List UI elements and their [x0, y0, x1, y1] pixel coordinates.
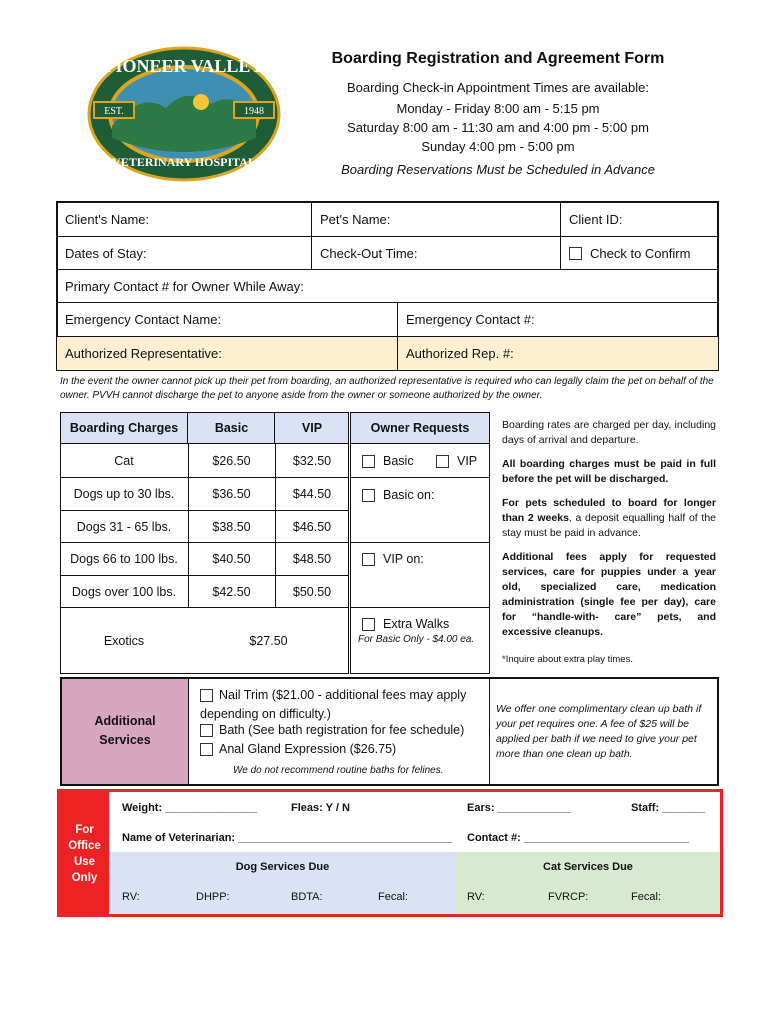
form-title: Boarding Registration and Agreement Form: [331, 50, 665, 67]
logo-year: 1948: [244, 106, 264, 117]
bath-fee-note: We offer one complimentary clean up bath if your pet requires one. A fee of $25 will be applied per bath if we need to give your pet more than one clean up bath.: [496, 703, 702, 760]
request-basic-on[interactable]: [362, 488, 434, 502]
header-owner-requests: Owner Requests: [370, 421, 470, 435]
office-label-only: Only: [71, 872, 98, 884]
contact-field[interactable]: Contact #: ___________________________: [467, 832, 690, 844]
dog-dhpp[interactable]: DHPP:: [196, 891, 230, 903]
request-basic-label: Basic: [383, 454, 414, 468]
dates-of-stay-field[interactable]: Dates of Stay:: [65, 245, 147, 261]
row-dogs-30-basic: $36.50: [212, 487, 251, 501]
client-name-field[interactable]: Client's Name:: [65, 212, 150, 227]
request-vip-label: VIP: [457, 454, 478, 468]
additional-label-2: Services: [99, 733, 151, 747]
cat-fvrcp[interactable]: FVRCP:: [548, 891, 589, 903]
check-to-confirm[interactable]: [561, 237, 716, 269]
request-vip-checkbox[interactable]: [436, 455, 449, 468]
deposit-bold: For pets scheduled to board for longer than 2 weeks: [502, 497, 716, 524]
dog-services-due: Dog Services Due: [235, 861, 330, 873]
request-extra-walks[interactable]: [362, 617, 449, 631]
confirm-checkbox[interactable]: [569, 247, 582, 260]
anal-gland-checkbox[interactable]: [200, 743, 213, 756]
extra-walks-note: For Basic Only - $4.00 ea.: [358, 634, 475, 645]
service-anal-gland[interactable]: [200, 742, 485, 756]
auth-rep-field[interactable]: Authorized Representative:: [65, 346, 222, 361]
extra-walks-checkbox[interactable]: [362, 618, 375, 631]
cat-services-due: Cat Services Due: [543, 861, 633, 873]
cat-fecal[interactable]: Fecal:: [631, 891, 661, 903]
bath-label: Bath (See bath registration for fee schedule): [219, 723, 465, 737]
pet-name-field[interactable]: Pet's Name:: [320, 212, 391, 227]
service-nail-trim[interactable]: [200, 686, 485, 724]
row-exotics-label: Exotics: [103, 633, 145, 648]
checkin-subtitle: Boarding Check-in Appointment Times are available:: [346, 80, 650, 95]
nail-trim-label: Nail Trim ($21.00 - additional fees may apply depending on difficulty.): [200, 688, 467, 721]
row-dogs-100-label: Dogs 66 to 100 lbs.: [70, 552, 178, 566]
extra-walks-label: Extra Walks: [383, 617, 450, 631]
row-dogs-over-label: Dogs over 100 lbs.: [71, 584, 177, 599]
side-note-play: *Inquire about extra play times.: [502, 654, 633, 665]
side-note-fees: Additional fees apply for requested services, care for puppies under a year old, specialized care, medication administration (single fee per day), care for “handle-with- care” pets, and excessive cleanups.: [502, 551, 716, 638]
logo-top-text: PIONEER VALLEY: [104, 56, 264, 76]
weight-field[interactable]: Weight: _______________: [122, 802, 257, 814]
emergency-number-field[interactable]: Emergency Contact #:: [406, 312, 535, 327]
hours-saturday: Saturday 8:00 am - 11:30 am and 4:00 pm - 5:00 pm: [347, 120, 649, 135]
primary-contact-field[interactable]: Primary Contact # for Owner While Away:: [65, 278, 304, 294]
feline-bath-note: We do not recommend routine baths for felines.: [233, 765, 444, 776]
basic-on-checkbox[interactable]: [362, 489, 375, 502]
row-exotics-price: $27.50: [249, 633, 288, 648]
request-vip-on[interactable]: [362, 552, 424, 566]
vip-on-checkbox[interactable]: [362, 553, 375, 566]
request-vip[interactable]: [436, 454, 477, 468]
office-label-office: Office: [68, 840, 101, 852]
row-dogs-65-vip: $46.50: [292, 519, 332, 534]
additional-services-label: [62, 712, 188, 750]
nail-trim-checkbox[interactable]: [200, 689, 213, 702]
anal-gland-label: Anal Gland Expression ($26.75): [219, 742, 397, 756]
deposit-rest: , a deposit equalling half of the stay must be paid in advance.: [502, 512, 716, 539]
service-bath[interactable]: [200, 723, 485, 737]
header-boarding-charges: Boarding Charges: [69, 421, 179, 435]
row-dogs-30-label: Dogs up to 30 lbs.: [73, 487, 175, 501]
office-use-label: [60, 822, 109, 886]
basic-on-label: Basic on:: [383, 488, 435, 502]
auth-rep-number-field[interactable]: Authorized Rep. #:: [406, 346, 514, 361]
request-basic-checkbox[interactable]: [362, 455, 375, 468]
bath-checkbox[interactable]: [200, 724, 213, 737]
staff-field[interactable]: Staff: _______: [631, 802, 705, 814]
dog-bdta[interactable]: BDTA:: [291, 891, 323, 903]
dog-fecal[interactable]: Fecal:: [378, 891, 408, 903]
row-dogs-100-basic: $40.50: [212, 552, 251, 566]
logo-est: EST.: [104, 106, 124, 117]
row-cat-label: Cat: [114, 454, 134, 468]
side-note-rates: Boarding rates are charged per day, including days of arrival and departure.: [502, 419, 716, 446]
checkout-time-field[interactable]: Check-Out Time:: [320, 245, 418, 261]
header-vip: VIP: [301, 421, 323, 435]
additional-label-1: Additional: [94, 714, 156, 728]
row-dogs-65-basic: $38.50: [212, 519, 251, 534]
row-dogs-65-label: Dogs 31 - 65 lbs.: [76, 519, 172, 534]
side-note-deposit: [502, 496, 716, 541]
side-note-payment: All boarding charges must be paid in full before the pet will be discharged.: [502, 458, 716, 485]
logo-bottom-text: VETERINARY HOSPITAL: [112, 155, 256, 169]
request-basic[interactable]: [362, 454, 414, 468]
hours-weekday: Monday - Friday 8:00 am - 5:15 pm: [396, 101, 600, 116]
office-label-use: Use: [73, 856, 96, 868]
row-cat-basic: $26.50: [212, 454, 251, 468]
veterinarian-field[interactable]: Name of Veterinarian: ___________________________________: [122, 832, 453, 844]
pioneer-valley-logo: [86, 46, 282, 182]
reservation-note: Boarding Reservations Must be Scheduled in Advance: [341, 162, 655, 177]
auth-rep-note: In the event the owner cannot pick up their pet from boarding, an authorized representative is required who can legally claim the pet on behalf of the owner. PVVH cannot discharge the pet to anyone aside from the owner or someone authorized by the owner.: [60, 376, 714, 401]
client-id-field[interactable]: Client ID:: [569, 212, 623, 227]
row-dogs-100-vip: $48.50: [292, 552, 332, 566]
row-dogs-over-basic: $42.50: [212, 584, 251, 599]
row-cat-vip: $32.50: [292, 454, 332, 468]
row-dogs-30-vip: $44.50: [292, 487, 332, 501]
confirm-label: Check to Confirm: [590, 245, 691, 261]
office-label-for: For: [75, 824, 94, 836]
dog-rv[interactable]: RV:: [122, 891, 140, 903]
emergency-name-field[interactable]: Emergency Contact Name:: [65, 312, 222, 327]
cat-rv[interactable]: RV:: [467, 891, 485, 903]
hours-sunday: Sunday 4:00 pm - 5:00 pm: [421, 139, 575, 154]
vip-on-label: VIP on:: [383, 552, 424, 566]
header-basic: Basic: [214, 421, 249, 435]
fleas-field[interactable]: Fleas: Y / N: [291, 802, 350, 814]
ears-field[interactable]: Ears: ____________: [467, 802, 571, 814]
row-dogs-over-vip: $50.50: [292, 584, 332, 599]
